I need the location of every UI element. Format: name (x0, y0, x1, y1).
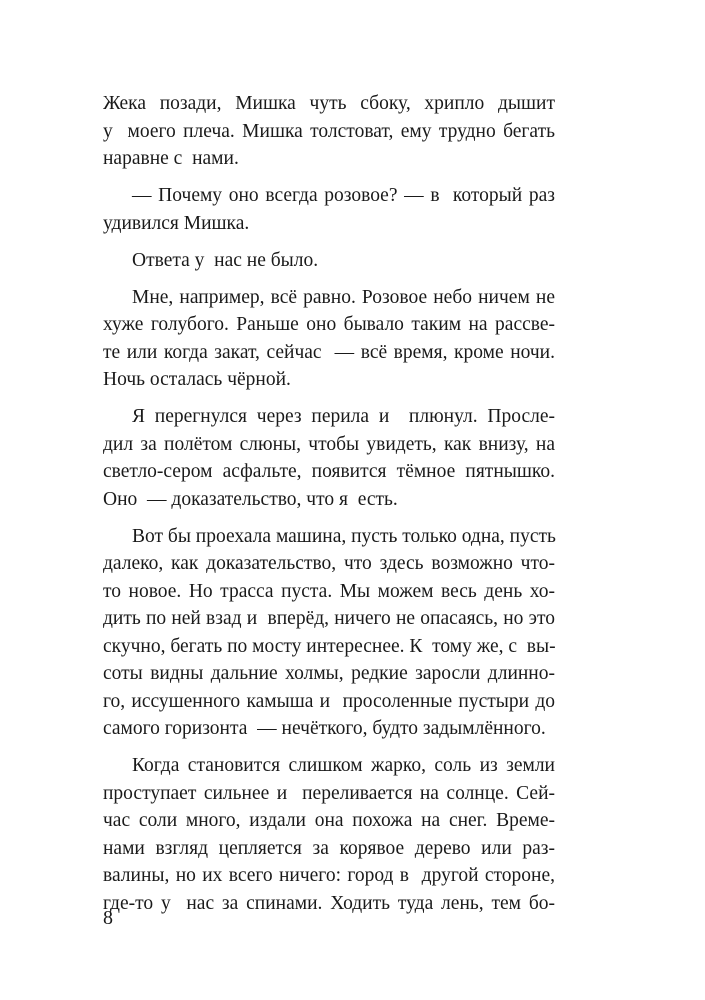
text-line: те или когда закат, сейчас — всё время, кроме ночи. (103, 341, 555, 363)
text-line: Мне, например, всё равно. Розовое небо ничем не (132, 286, 555, 308)
text-line: Вот бы проехала машина, пусть только одна, пусть (132, 525, 556, 547)
page-text (103, 90, 555, 927)
text-line: го, иссушенного камыша и просоленные пустыри до (103, 690, 555, 712)
text-line: соты видны дальние холмы, редкие заросли длинно- (103, 663, 555, 684)
text-line: — Почему оно всегда розовое? — в который раз (132, 185, 555, 206)
text-line: Ответа у нас не было. (132, 249, 319, 271)
paragraph-5 (103, 403, 555, 513)
text-line: хуже голубого. Раньше оно бывало таким на рассве- (103, 314, 555, 335)
page-number: 8 (103, 907, 113, 929)
text-line: нами взгляд цепляется за корявое дерево или раз- (103, 837, 555, 859)
text-line: Когда становится слишком жарко, соль из земли (132, 755, 555, 776)
text-line: где-то у нас за спинами. Ходить туда лень, тем бо- (103, 892, 555, 914)
paragraph-4 (103, 284, 555, 394)
text-line: Жека позади, Мишка чуть сбоку, хрипло дышит (103, 93, 555, 114)
text-line: скучно, бегать по мосту интереснее. К тому же, с вы- (103, 635, 556, 657)
text-line: наравне с нами. (103, 148, 239, 169)
text-line: светло-сером асфальте, появится тёмное пятнышко. (103, 461, 555, 482)
text-line: далеко, как доказательство, что здесь возможно что- (103, 553, 555, 574)
paragraph-1 (103, 90, 555, 173)
text-line: удивился Мишка. (103, 212, 250, 234)
text-line: проступает сильнее и переливается на солнце. Сей- (103, 782, 555, 804)
text-line: то новое. Но трасса пуста. Мы можем весь день хо- (103, 580, 555, 602)
text-line: Ночь осталась чёрной. (103, 369, 291, 390)
text-line: у моего плеча. Мишка толстоват, ему трудно бегать (103, 120, 555, 142)
text-line: дить по ней взад и вперёд, ничего не опасаясь, но это (103, 608, 555, 629)
text-line: дил за полётом слюны, чтобы увидеть, как внизу, на (103, 433, 555, 455)
paragraph-3 (103, 247, 555, 275)
text-line: час соли много, издали она похожа на снег. Време- (103, 810, 555, 831)
text-line: Оно — доказательство, что я есть. (103, 488, 398, 510)
text-line: валины, но их всего ничего: город в другой стороне, (103, 865, 555, 886)
paragraph-7 (103, 752, 555, 917)
paragraph-2 (103, 182, 555, 237)
text-line: Я перегнулся через перила и плюнул. Просле- (132, 406, 555, 427)
paragraph-6 (103, 523, 555, 743)
text-line: самого горизонта — нечёткого, будто задымлённого. (103, 718, 546, 739)
